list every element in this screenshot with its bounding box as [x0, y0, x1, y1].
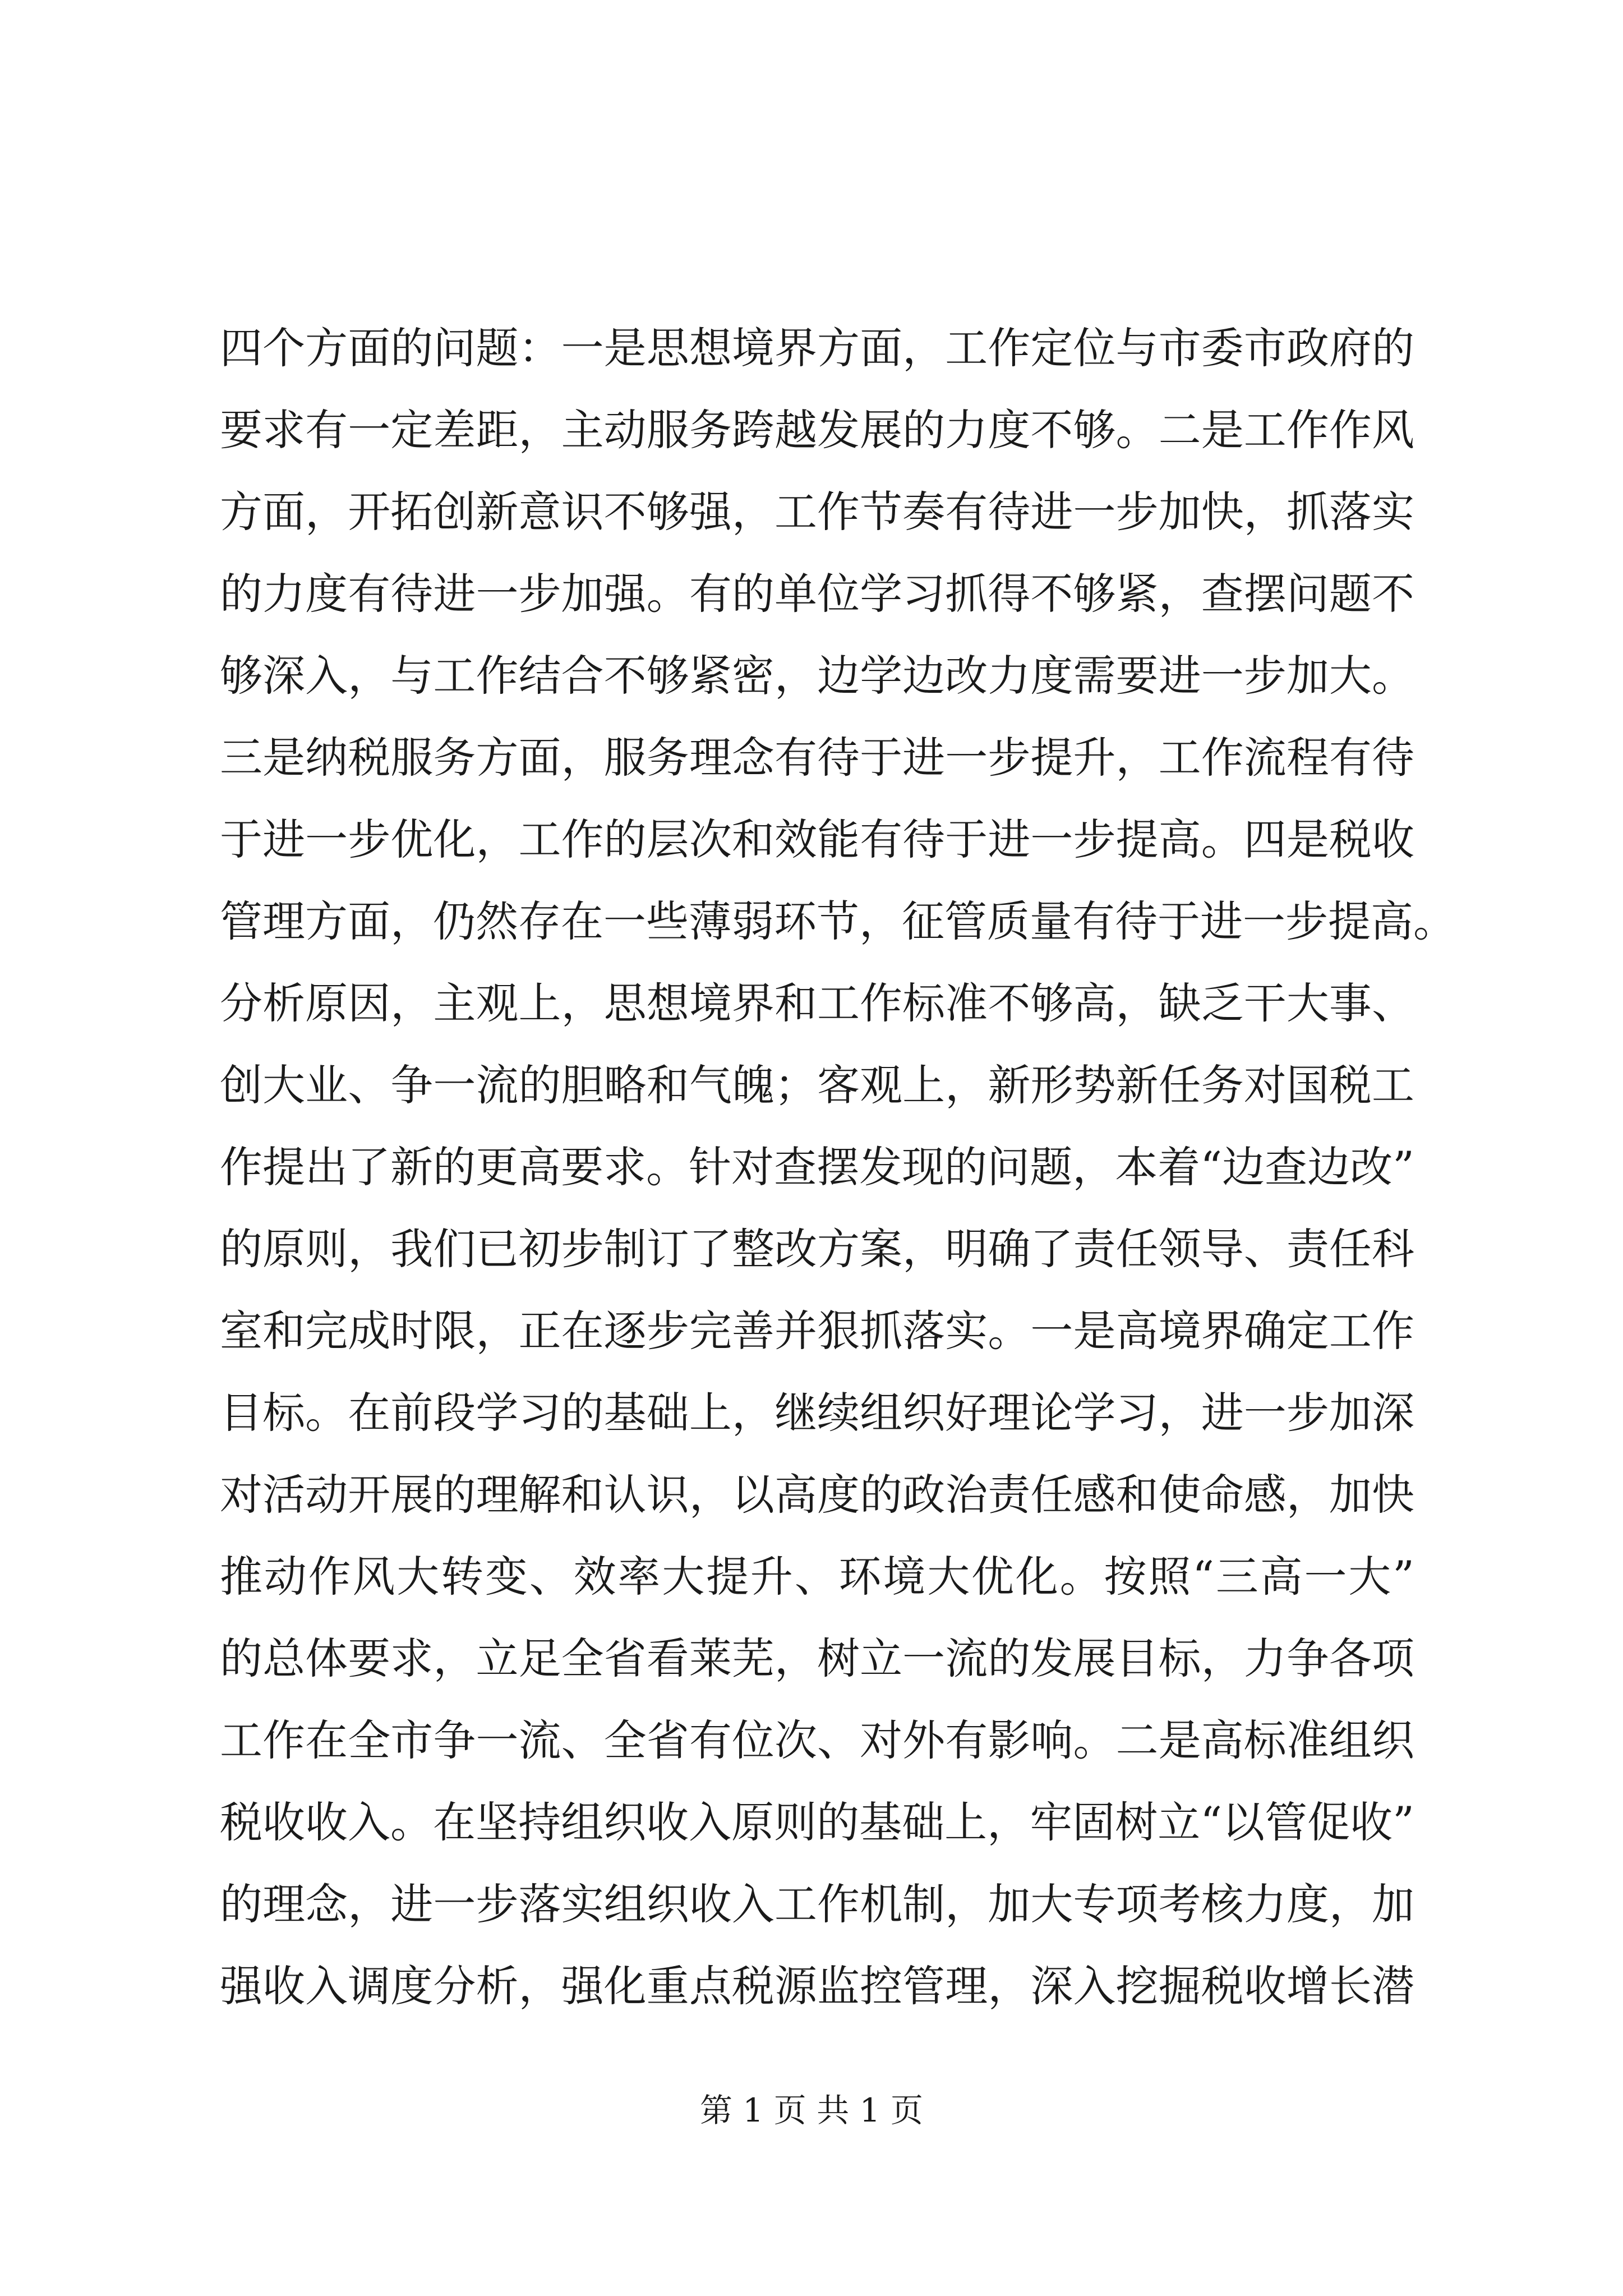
text-line: 强收入调度分析，强化重点税源监控管理，深入挖掘税收增长潜 — [220, 1961, 1414, 2011]
text-line: 的总体要求，立足全省看莱芜，树立一流的发展目标，力争各项 — [220, 1634, 1414, 1683]
body-paragraph — [220, 307, 1456, 2027]
text-line: 工作在全市争一流、全省有位次、对外有影响。二是高标准组织 — [220, 1715, 1414, 1765]
text-line: 作提出了新的更高要求。针对查摆发现的问题，本着“边查边改” — [220, 1142, 1414, 1192]
text-line: 于进一步优化，工作的层次和效能有待于进一步提高。四是税收 — [220, 815, 1414, 864]
text-line: 推动作风大转变、效率大提升、环境大优化。按照“三高一大” — [220, 1552, 1414, 1602]
text-line: 管理方面，仍然存在一些薄弱环节，征管质量有待于进一步提高。 — [220, 896, 1456, 946]
text-line: 的理念，进一步落实组织收入工作机制，加大专项考核力度，加 — [220, 1879, 1414, 1929]
text-line: 的力度有待进一步加强。有的单位学习抓得不够紧，查摆问题不 — [220, 569, 1414, 619]
text-line: 四个方面的问题：一是思想境界方面，工作定位与市委市政府的 — [220, 323, 1414, 373]
text-line: 的原则，我们已初步制订了整改方案，明确了责任领导、责任科 — [220, 1224, 1414, 1274]
text-line: 目标。在前段学习的基础上，继续组织好理论学习，进一步加深 — [220, 1388, 1414, 1438]
text-line: 分析原因，主观上，思想境界和工作标准不够高，缺乏干大事、 — [220, 978, 1414, 1028]
text-line: 对活动开展的理解和认识，以高度的政治责任感和使命感，加快 — [220, 1470, 1414, 1520]
text-line: 方面，开拓创新意识不够强，工作节奏有待进一步加快，抓落实 — [220, 487, 1414, 537]
text-line: 要求有一定差距，主动服务跨越发展的力度不够。二是工作作风 — [220, 405, 1414, 455]
text-line: 室和完成时限，正在逐步完善并狠抓落实。一是高境界确定工作 — [220, 1306, 1414, 1356]
text-line: 创大业、争一流的胆略和气魄；客观上，新形势新任务对国税工 — [220, 1060, 1414, 1110]
text-line: 够深入，与工作结合不够紧密，边学边改力度需要进一步加大。 — [220, 651, 1414, 701]
page-number-footer: 第 1 页 共 1 页 — [700, 2091, 923, 2129]
text-line: 税收收入。在坚持组织收入原则的基础上，牢固树立“以管促收” — [220, 1797, 1414, 1847]
text-line: 三是纳税服务方面，服务理念有待于进一步提升，工作流程有待 — [220, 733, 1414, 783]
